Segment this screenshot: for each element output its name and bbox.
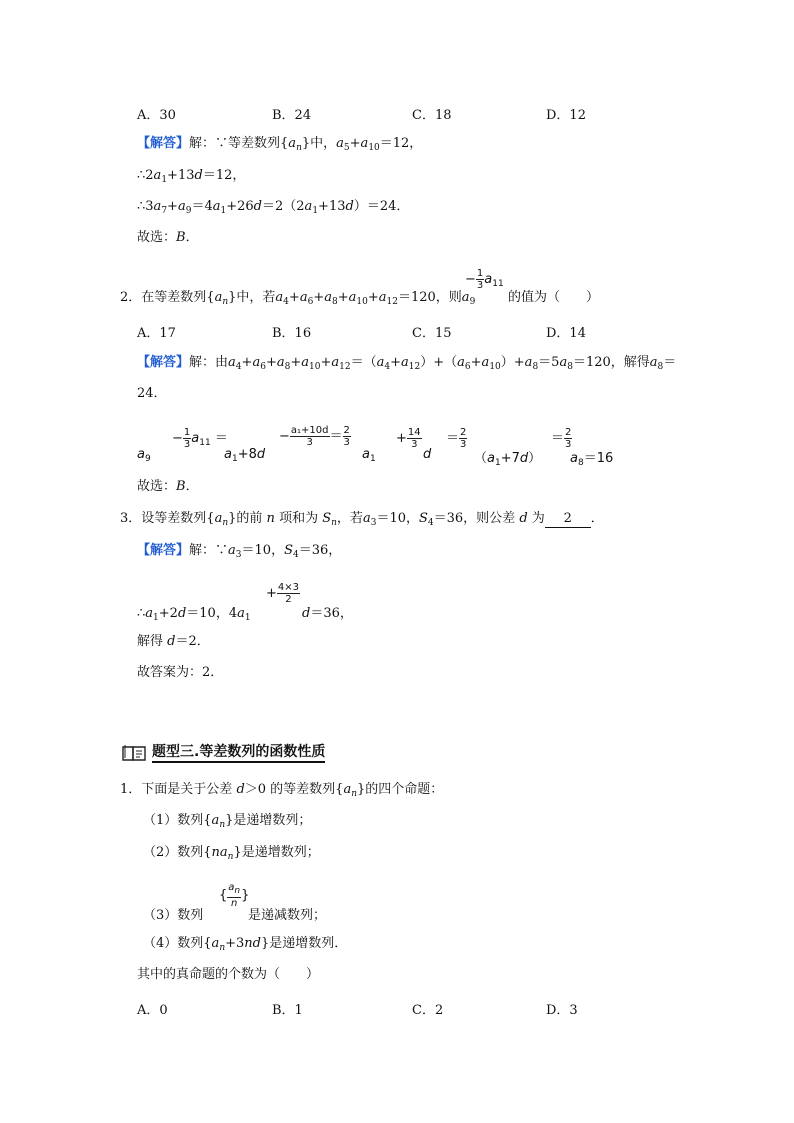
answer-tag: 【解答】 xyxy=(137,355,190,370)
prev-solution-line3: $\therefore 3a_7+a_9=4a_1+26d=2(2a_1+13d)=24$． xyxy=(137,199,410,216)
option-c: C．15 xyxy=(412,326,452,341)
option-d: D．3 xyxy=(546,1003,578,1018)
option-a: A．30 xyxy=(137,108,176,123)
fraction: $\frac{1}{3}$ xyxy=(476,268,484,291)
book-icon xyxy=(122,744,146,762)
prev-choose: 故选：B． xyxy=(137,230,199,245)
option-c: C．18 xyxy=(412,108,452,123)
answer-tag: 【解答】 xyxy=(137,136,190,151)
q2-stem: 2．在等差数列$\{a_n\}$中，若$a_4+a_6+a_8+a_{10}+a_{12}=120$，则$a_9$ xyxy=(120,290,476,307)
option-c: C．2 xyxy=(412,1003,444,1018)
q3-stem: 3．设等差数列$\{a_n\}$的前 n 项和为 $S_n$，若$a_3=10$，$S_4=36$，则公差 d 为 2 ． xyxy=(120,511,604,528)
q2-solution-line2: 24． xyxy=(137,386,167,401)
prev-solution-line2: $\therefore 2a_1+13d=12$， xyxy=(137,168,246,185)
section-title: 题型三.等差数列的函数性质 xyxy=(152,743,325,763)
option-b: B．16 xyxy=(272,326,312,341)
q3-solution-line1: 【解答】解：$\because a_3=10$，$S_4=36$， xyxy=(137,543,342,560)
option-a: A．0 xyxy=(137,1003,168,1018)
prev-solution-line1: 【解答】解：∵等差数列$\{a_n\}$中，$a_5+a_{10}=12$， xyxy=(137,136,423,153)
q2-stem-fraction: − $\frac{1}{3}$ $a_{11}$ xyxy=(465,268,504,291)
option-d: D．14 xyxy=(546,326,586,341)
q2-choose: 故选：B． xyxy=(137,479,199,494)
q3-solution-line3: 解得 d＝2． xyxy=(137,634,210,649)
q4-item-4: （4）数列$\{a_n+3nd\}$是递增数列． xyxy=(143,936,348,953)
q4-item-1: （1）数列$\{a_n\}$是递增数列； xyxy=(143,813,312,830)
section-heading xyxy=(122,742,325,764)
q2-stem-tail: 的值为（ ） xyxy=(508,290,600,305)
q2-solution-line1: 【解答】解：由$a_4+a_6+a_8+a_{10}+a_{12}=(a_4+a_{12})+(a_6+a_{10})+a_8=5a_8=120$，解得$a_8=$ xyxy=(137,355,677,372)
q4-item-2: （2）数列$\{na_n\}$是递增数列； xyxy=(143,845,320,862)
option-b: B．24 xyxy=(272,108,312,123)
option-b: B．1 xyxy=(272,1003,303,1018)
option-a: A．17 xyxy=(137,326,176,341)
option-d: D．12 xyxy=(546,108,586,123)
q3-final-answer: 故答案为：2． xyxy=(137,665,224,680)
answer-tag: 【解答】 xyxy=(137,543,190,558)
q4-question: 其中的真命题的个数为（ ） xyxy=(137,967,320,982)
answer-blank: 2 xyxy=(545,511,591,528)
q4-stem: 1．下面是关于公差 d＞0 的等差数列$\{a_n\}$的四个命题： xyxy=(120,782,444,799)
